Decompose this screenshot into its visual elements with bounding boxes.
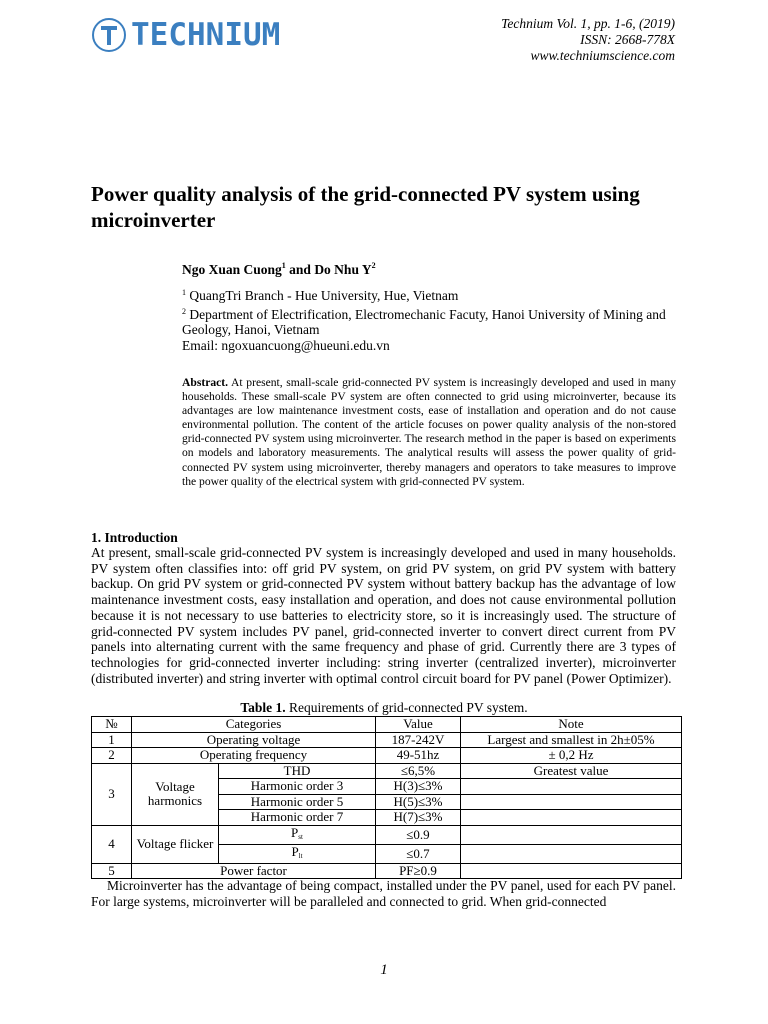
- cell-note: [461, 825, 682, 844]
- cell-category: Power factor: [132, 863, 376, 879]
- cell-no: 1: [92, 732, 132, 748]
- cell-value: H(7)≤3%: [376, 810, 461, 826]
- header-cell: №: [92, 717, 132, 733]
- cell-no: 5: [92, 863, 132, 879]
- table-row: [92, 763, 682, 779]
- affiliation-2: [182, 304, 682, 338]
- table-row: [92, 748, 682, 764]
- cell-group: Voltage flicker: [132, 825, 219, 863]
- cell-no: 2: [92, 748, 132, 764]
- intro-paragraph-2: Microinverter has the advantage of being compact, installed under the PV panel, used for each PV panel. For large systems, microinverter will be paralleled and connected to grid. When grid-connected: [91, 878, 676, 909]
- symbol: P: [291, 824, 299, 840]
- cell-no: 4: [92, 825, 132, 863]
- affil-text: Department of Electrification, Electromechanic Facuty, Hanoi University of Mining and Geology, Hanoi, Vietnam: [182, 306, 666, 337]
- cell-note: [461, 794, 682, 810]
- symbol-subscript: lt: [298, 851, 303, 860]
- section-heading: 1. Introduction: [91, 530, 178, 545]
- abstract-label: Abstract.: [182, 376, 229, 389]
- cell-value: 49-51hz: [376, 748, 461, 764]
- author-and: and: [285, 262, 315, 277]
- cell-value: PF≥0.9: [376, 863, 461, 879]
- technium-logo-icon: [91, 17, 127, 53]
- author-sup: 2: [371, 261, 376, 270]
- cell-subcategory: Harmonic order 5: [219, 794, 376, 810]
- paper-title: Power quality analysis of the grid-connected PV system using microinverter: [91, 182, 640, 232]
- abstract: [182, 376, 676, 489]
- author-name: Ngo Xuan Cuong: [182, 262, 282, 277]
- cell-note: [461, 844, 682, 863]
- cell-subcategory: [219, 844, 376, 863]
- cell-subcategory: THD: [219, 763, 376, 779]
- symbol-subscript: st: [298, 832, 303, 841]
- cell-value: ≤0.7: [376, 844, 461, 863]
- table-caption-label: Table 1.: [240, 700, 286, 715]
- table-caption: [0, 700, 768, 716]
- cell-value: H(5)≤3%: [376, 794, 461, 810]
- issn: ISSN: 2668-778X: [580, 32, 675, 47]
- cell-note: Largest and smallest in 2h±05%: [461, 732, 682, 748]
- affiliation-1: [182, 285, 682, 304]
- cell-value: H(3)≤3%: [376, 779, 461, 795]
- cell-subcategory: [219, 825, 376, 844]
- logo-text: TECHNIUM: [131, 16, 281, 53]
- page-number: 1: [380, 962, 388, 978]
- author-name: Do Nhu Y: [314, 262, 372, 277]
- affil-text: QuangTri Branch - Hue University, Hue, Vietnam: [186, 288, 459, 303]
- requirements-table: [91, 716, 682, 879]
- header-cell: Value: [376, 717, 461, 733]
- cell-note: ± 0,2 Hz: [461, 748, 682, 764]
- cell-note: [461, 810, 682, 826]
- author-email[interactable]: Email: ngoxuancuong@hueuni.edu.vn: [182, 337, 390, 353]
- authors: [182, 261, 376, 278]
- header-cell: Note: [461, 717, 682, 733]
- journal-line: Technium Vol. 1, pp. 1-6, (2019): [501, 16, 675, 31]
- symbol: P: [291, 843, 299, 859]
- cell-note: [461, 779, 682, 795]
- cell-no: 3: [92, 763, 132, 825]
- cell-note: [461, 863, 682, 879]
- table-row: [92, 732, 682, 748]
- cell-category: Operating voltage: [132, 732, 376, 748]
- cell-value: ≤0.9: [376, 825, 461, 844]
- table-caption-text: Requirements of grid-connected PV system.: [285, 700, 528, 715]
- abstract-text: At present, small-scale grid-connected PV system is increasingly developed and used in many households. These small-scale PV system are often connected to grid using microinverter, because its advantages are low maintenance investment costs, ease of installation and operation and do not cause environmental pollution. The content of the article focuses on power quality analysis of the non-stored grid-connected PV system using microinverter. The research method in the paper is based on experiments on models and laboratory measurements. The analytical results will assess the power quality of grid-connected PV system using microinverter, thereby managers and operators to take measures to improve the power quality of the electrical system with grid-connected PV system.: [182, 376, 676, 488]
- author-sup: 1: [281, 261, 286, 270]
- cell-value: ≤6,5%: [376, 763, 461, 779]
- cell-subcategory: Harmonic order 7: [219, 810, 376, 826]
- cell-value: 187-242V: [376, 732, 461, 748]
- cell-group: Voltage harmonics: [132, 763, 219, 825]
- website-link[interactable]: www.techniumscience.com: [530, 48, 675, 63]
- journal-logo: [91, 13, 331, 57]
- cell-note: Greatest value: [461, 763, 682, 779]
- table-header-row: [92, 717, 682, 733]
- cell-subcategory: Harmonic order 3: [219, 779, 376, 795]
- cell-category: Operating frequency: [132, 748, 376, 764]
- header-cell: Categories: [132, 717, 376, 733]
- table-row: [92, 863, 682, 879]
- journal-info: [501, 16, 675, 64]
- affil-sup: 1: [182, 288, 186, 297]
- affiliations: [182, 285, 682, 353]
- affil-sup: 2: [182, 306, 186, 316]
- intro-paragraph-1: At present, small-scale grid-connected PV system is increasingly developed and used in many households. PV system often classifies into: off grid PV system, on grid PV system, on grid PV system with battery backup. On grid PV system or grid-connected PV system without battery backup has the advantage of low maintenance investment costs, easy installation and operation, and does not cause environmental pollution because it is not necessary to use batteries to electricity store, so it is increasingly used. The structure of grid-connected PV system includes PV panel, grid-connected inverter to convert direct current from PV panels into alternating current with the same frequency and phase of grid. Currently there are 3 types of technologies for grid-connected inverter including: string inverter (centralized inverter), microinverter (distributed inverter) and string inverter with optimal control circuit board for PV panel (Power Optimizer).: [91, 545, 676, 686]
- table-row: [92, 825, 682, 844]
